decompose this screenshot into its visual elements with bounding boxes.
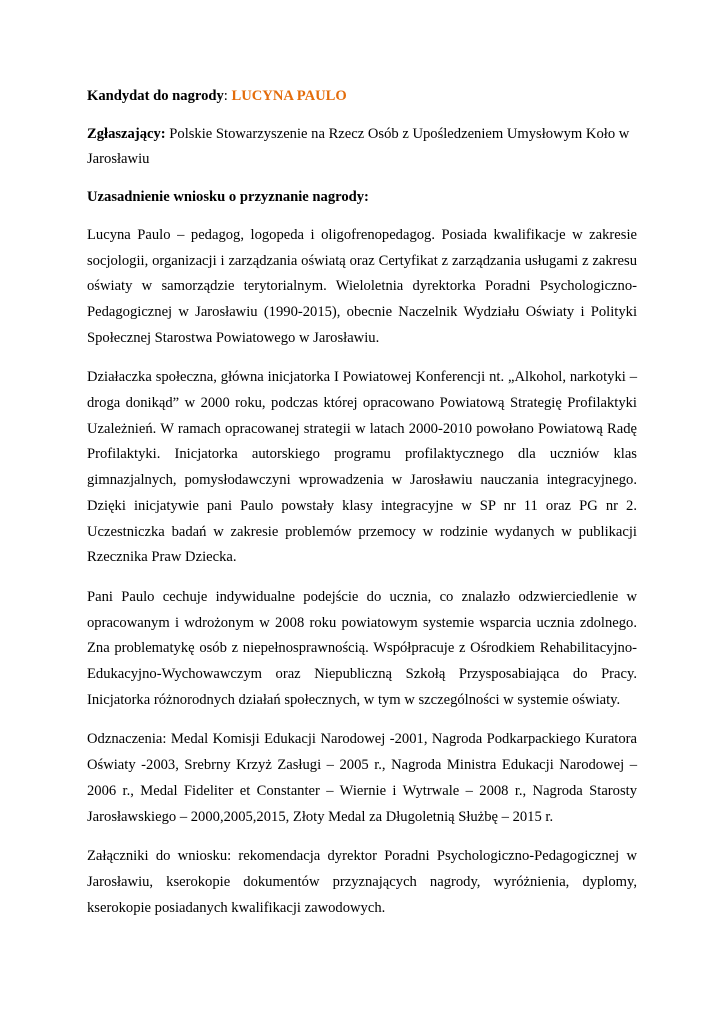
paragraph-profile: Lucyna Paulo – pedagog, logopeda i oligofrenopedagog. Posiada kwalifikacje w zakresie socjologii, organizacji i zarządzania oświatą oraz Certyfikat z zarządzania usługami z zakresu oświaty w samorządzie terytorialnym. Wieloletnia dyrektorka Poradni Psychologiczno-Pedagogicznej w Jarosławiu (1990-2015), obecnie Naczelnik Wydziału Oświaty i Polityki Społecznej Starostwa Powiatowego w Jarosławiu. <box>87 226 637 346</box>
document-page <box>87 84 637 935</box>
paragraph-approach: Pani Paulo cechuje indywidualne podejście do ucznia, co znalazło odzwierciedlenie w opracowanym i wdrożonym w 2008 roku powiatowym systemie wsparcia ucznia zdolnego. Zna problematykę osób z niepełnosprawnością. Współpracuje z Ośrodkiem Rehabilitacyjno-Edukacyjno-Wychowawczym oraz Niepubliczną Szkołą Przysposabiająca do Pracy. Inicjatorka różnorodnych działań społecznych, w tym w szczególności w systemie oświaty. <box>87 588 637 708</box>
paragraph-social-activity: Działaczka społeczna, główna inicjatorka I Powiatowej Konferencji nt. „Alkohol, narkotyki – droga donikąd” w 2000 roku, podczas której opracowano Powiatową Strategię Profilaktyki Uzależnień. W ramach opracowanej strategii w latach 2000-2010 powołano Powiatową Radę Profilaktyki. Inicjatorka autorskiego programu profilaktycznego dla uczniów klas gimnazjalnych, pomysłodawczyni wprowadzenia w Jarosławiu nauczania integracyjnego. Dzięki inicjatywie pani Paulo powstały klasy integracyjne w SP nr 11 oraz PG nr 2. Uczestniczka badań w zakresie problemów przemocy w rodzinie wydanych w publikacji Rzecznika Praw Dziecka. <box>87 369 637 566</box>
paragraph-attachments: Załączniki do wniosku: rekomendacja dyrektor Poradni Psychologiczno-Pedagogicznej w Jarosławiu, kserokopie dokumentów przyznających nagrody, wyróżnienia, dyplomy, kserokopie posiadanych kwalifikacji zawodowych. <box>87 848 637 916</box>
applicant-value: Polskie Stowarzyszenie na Rzecz Osób z Upośledzeniem Umysłowym Koło w Jarosławiu <box>87 125 630 168</box>
candidate-name: LUCYNA PAULO <box>231 88 347 104</box>
candidate-separator: : <box>223 88 232 104</box>
justification-heading: Uzasadnienie wniosku o przyznanie nagrody: <box>87 189 369 206</box>
candidate-line <box>87 84 637 110</box>
applicant-line <box>87 122 637 173</box>
candidate-label: Kandydat do nagrody <box>87 88 224 104</box>
applicant-label: Zgłaszający: <box>87 125 166 142</box>
paragraph-awards: Odznaczenia: Medal Komisji Edukacji Narodowej -2001, Nagroda Podkarpackiego Kuratora Oświaty -2003, Srebrny Krzyż Zasługi – 2005 r., Nagroda Ministra Edukacji Narodowej – 2006 r., Medal Fideliter et Constanter – Wiernie i Wytrwale – 2008 r., Nagroda Starosty Jarosławskiego – 2000,2005,2015, Złoty Medal za Długoletnią Służbę – 2015 r. <box>87 731 637 825</box>
